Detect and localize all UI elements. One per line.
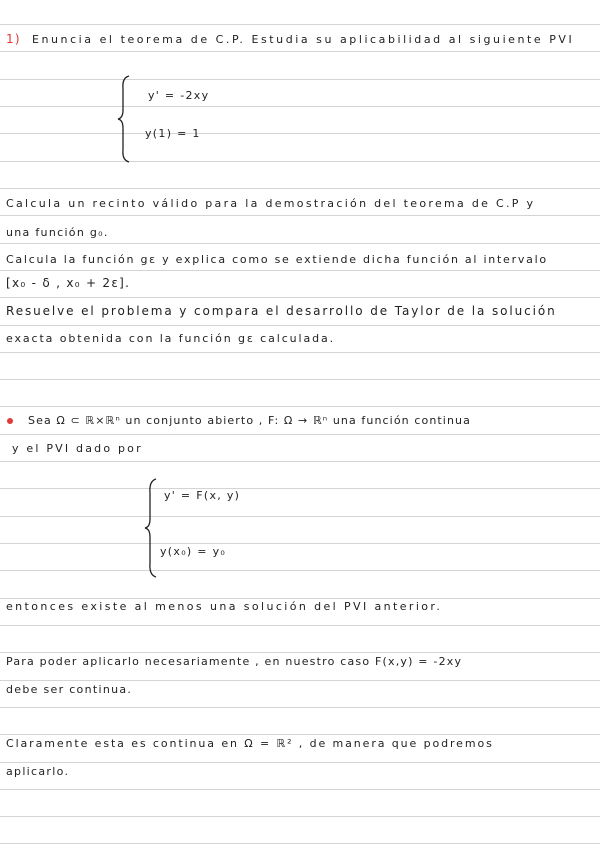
task-line: exacta obtenida con la función gε calculada. (6, 332, 336, 345)
task-line: Resuelve el problema y compara el desarrollo de Taylor de la solución (6, 304, 557, 318)
continuity-line: Claramente esta es continua en Ω = ℝ² , de manera que podremos (6, 737, 494, 750)
task-line: Calcula un recinto válido para la demostración del teorema de C.P y (6, 197, 536, 210)
theorem-statement-line: y el PVI dado por (12, 442, 143, 455)
general-system-initial-condition: y(x₀) = y₀ (160, 545, 227, 558)
bullet-marker (7, 418, 13, 424)
continuity-line: aplicarlo. (6, 765, 70, 778)
left-brace (116, 74, 132, 164)
left-brace (143, 477, 159, 579)
task-line: [x₀ - δ , x₀ + 2ε]. (6, 276, 131, 290)
general-system-equation: y' = F(x, y) (164, 489, 241, 502)
theorem-statement-line: Sea Ω ⊂ ℝ×ℝⁿ un conjunto abierto , F: Ω → ℝⁿ una función continua (28, 414, 471, 427)
system-equation: y' = -2xy (148, 89, 210, 102)
application-line: debe ser continua. (6, 683, 133, 696)
application-line: Para poder aplicarlo necesariamente , en nuestro caso F(x,y) = -2xy (6, 655, 463, 668)
task-line: Calcula la función gε y explica como se extiende dicha función al intervalo (6, 253, 548, 266)
conclusion-line: entonces existe al menos una solución del PVI anterior. (6, 600, 443, 613)
problem-number: 1) (6, 32, 21, 46)
task-line: una función g₀. (6, 226, 109, 239)
problem-statement-line: Enuncia el teorema de C.P. Estudia su aplicabilidad al siguiente PVI (32, 33, 575, 46)
system-initial-condition: y(1) = 1 (145, 127, 201, 140)
